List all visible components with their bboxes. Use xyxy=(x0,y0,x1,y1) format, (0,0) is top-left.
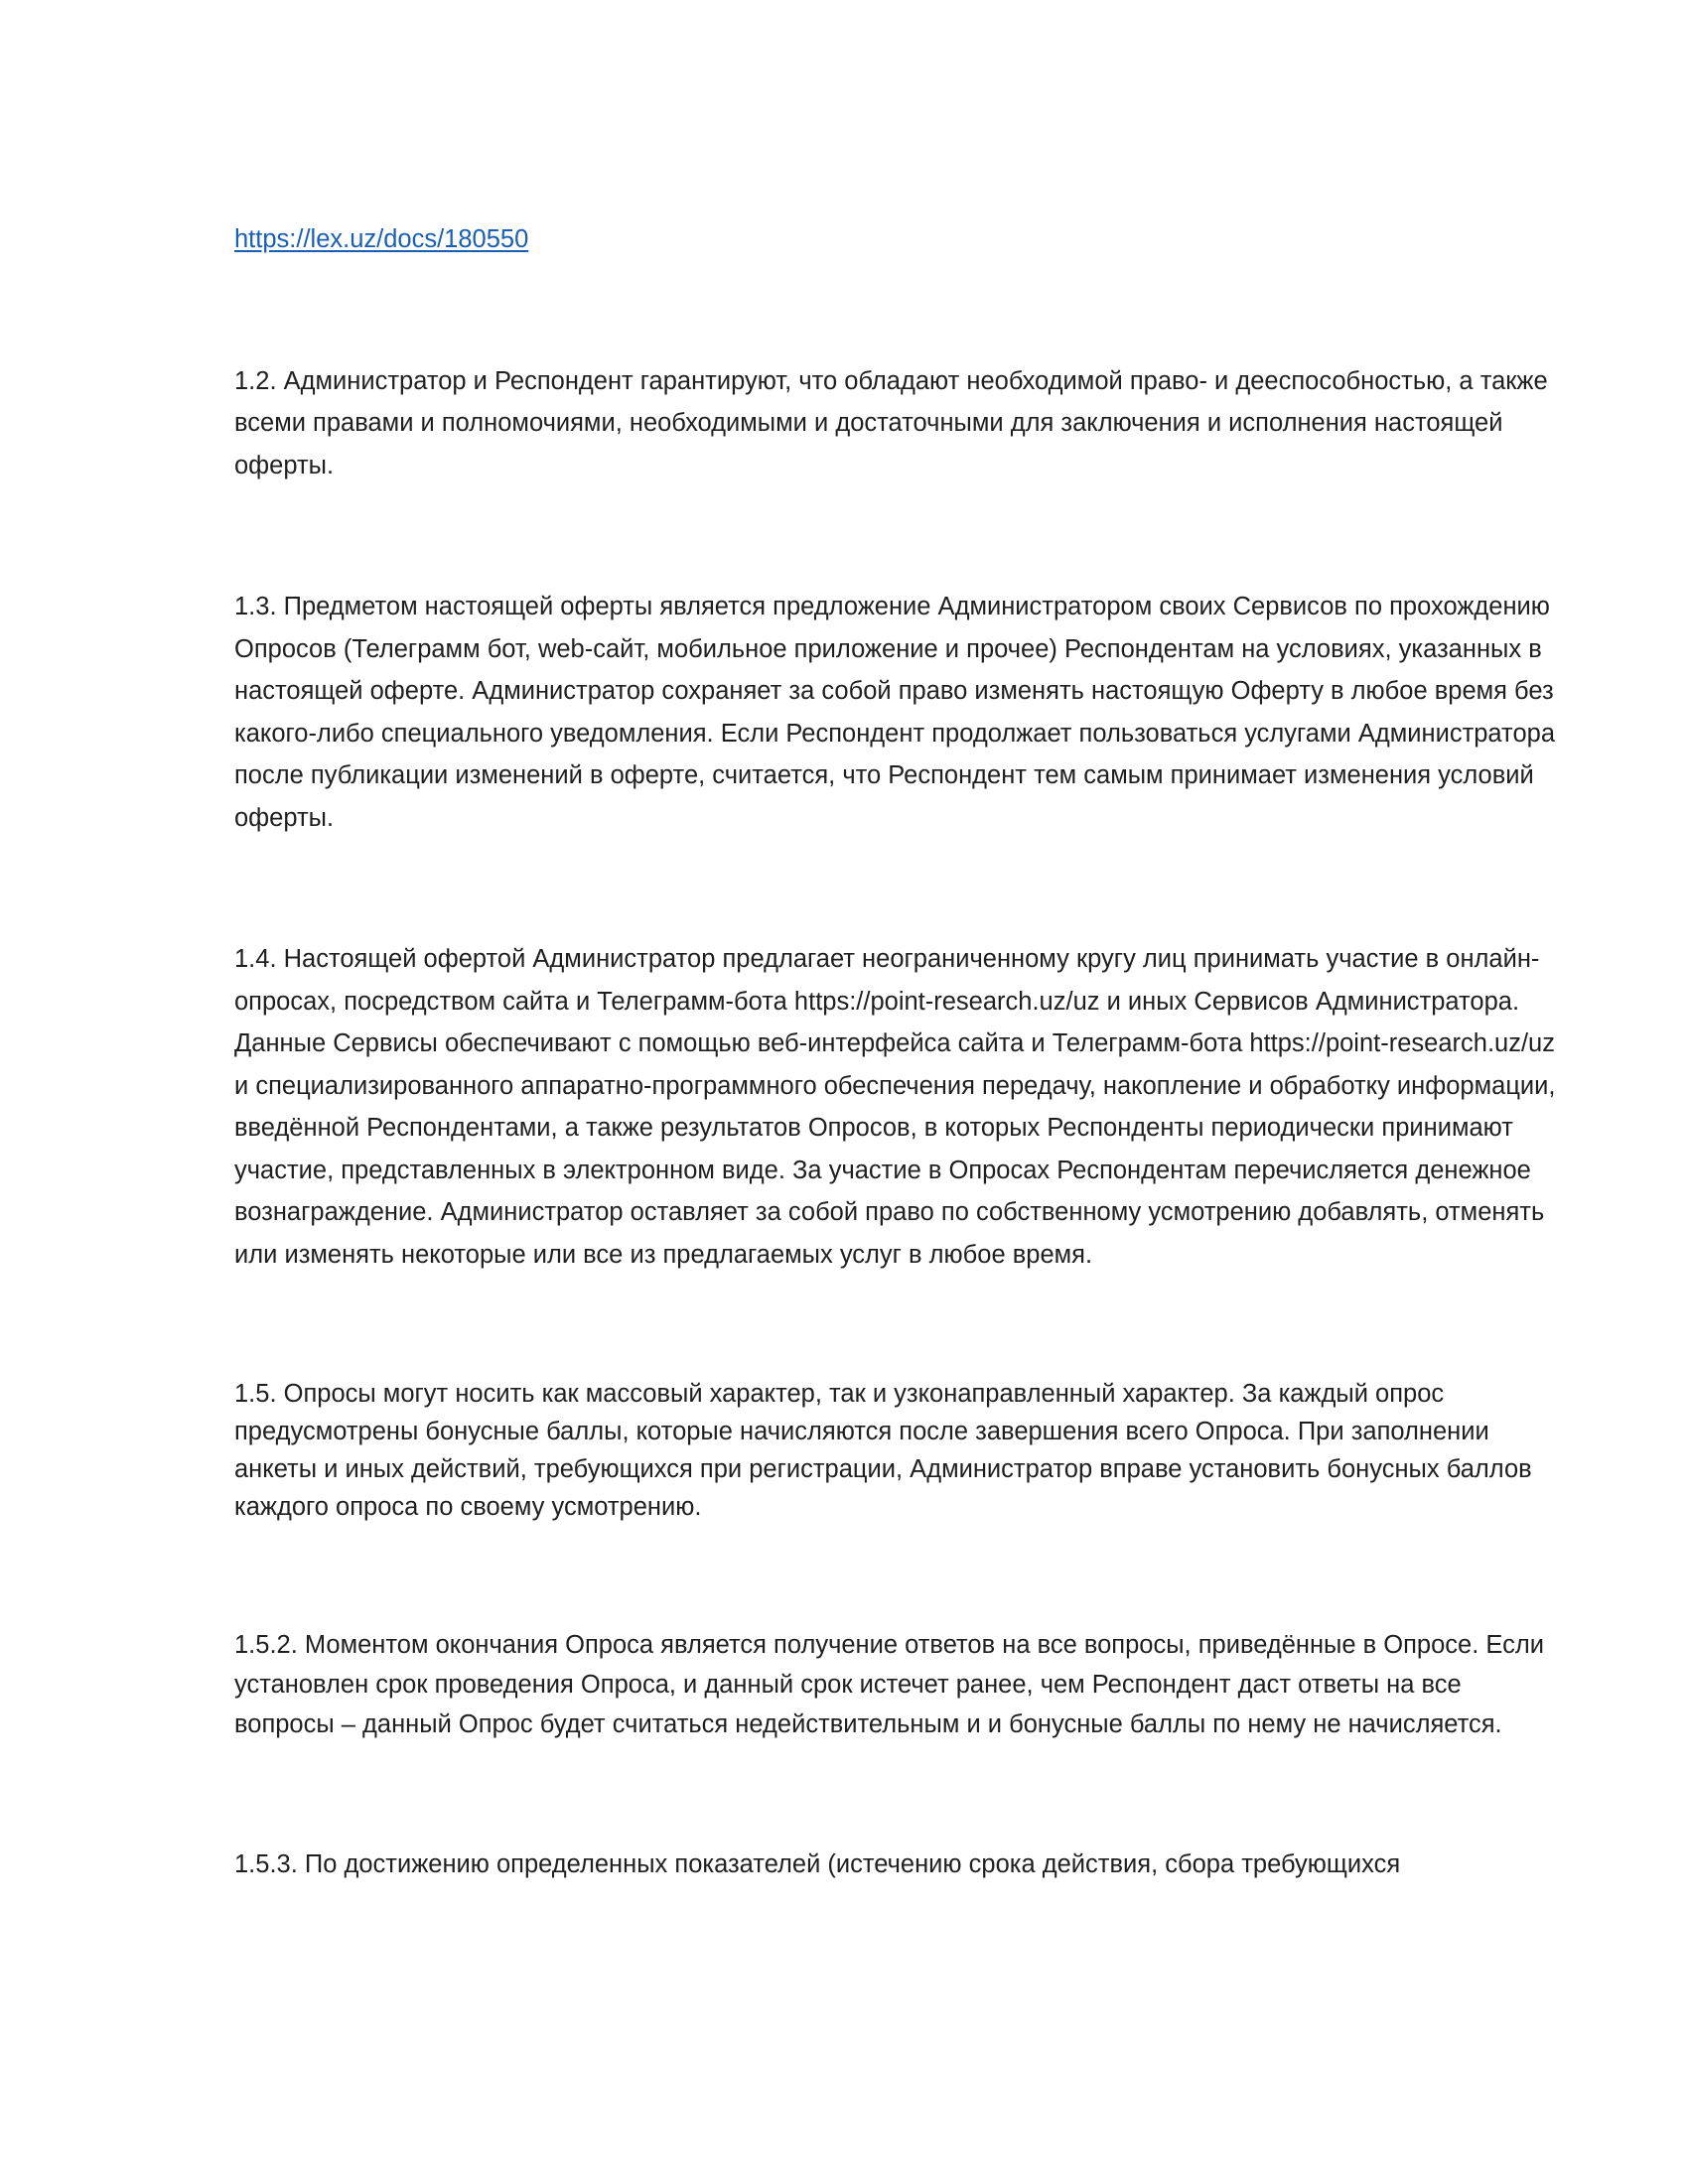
paragraph-1-3: 1.3. Предметом настоящей оферты является предложение Администратором своих Сервисов по прохождению Опросов (Телеграмм бот, web-сайт, мобильное приложение и прочее) Респондентам на условиях, указанных в настоящей оферте. Администратор сохраняет за собой право изменять настоящую Оферту в любое время без какого-либо специального уведомления. Если Респондент продолжает пользоваться услугами Администратора после публикации изменений в оферте, считается, что Респондент тем самым принимает изменения условий оферты. xyxy=(234,593,1555,832)
paragraph-1-2: 1.2. Администратор и Респондент гарантируют, что обладают необходимой право- и дееспособностью, а также всеми правами и полномочиями, необходимыми и достаточными для заключения и исполнения настоящей оферты. xyxy=(234,366,1548,479)
paragraph-1-5: 1.5. Опросы могут носить как массовый характер, так и узконаправленный характер. За каждый опрос предусмотрены бонусные баллы, которые начисляются после завершения всего Опроса. При заполнении анкеты и иных действий, требующихся при регистрации, Администратор вправе установить бонусных баллов каждого опроса по своему усмотрению. xyxy=(234,1380,1532,1521)
paragraph-1-4: 1.4. Настоящей офертой Администратор предлагает неограниченному кругу лиц принимать участие в онлайн-опросах, посредством сайта и Телеграмм-бота https://point-research.uz/uz и иных Сервисов Администратора. Данные Сервисы обеспечивают с помощью веб-интерфейса сайта и Телеграмм-бота https://point-research.uz/uz и специализированного аппаратно-программного обеспечения передачу, накопление и обработку информации, введённой Респондентами, а также результатов Опросов, в которых Респонденты периодически принимают участие, представленных в электронном виде. За участие в Опросах Респондентам перечисляется денежное вознаграждение. Администратор оставляет за собой право по собственному усмотрению добавлять, отменять или изменять некоторые или все из предлагаемых услуг в любое время. xyxy=(234,945,1556,1269)
paragraph-1-5-3: 1.5.3. По достижению определенных показателей (истечению срока действия, сбора требующихся xyxy=(234,1850,1401,1878)
paragraph-1-5-2: 1.5.2. Моментом окончания Опроса является получение ответов на все вопросы, приведённые в Опросе. Если установлен срок проведения Опроса, и данный срок истечет ранее, чем Респондент даст ответы на все вопросы – данный Опрос будет считаться недействительным и и бонусные баллы по нему не начисляется. xyxy=(234,1631,1544,1738)
document-body xyxy=(234,218,1565,1886)
lex-uz-link[interactable]: https://lex.uz/docs/180550 xyxy=(234,225,529,253)
